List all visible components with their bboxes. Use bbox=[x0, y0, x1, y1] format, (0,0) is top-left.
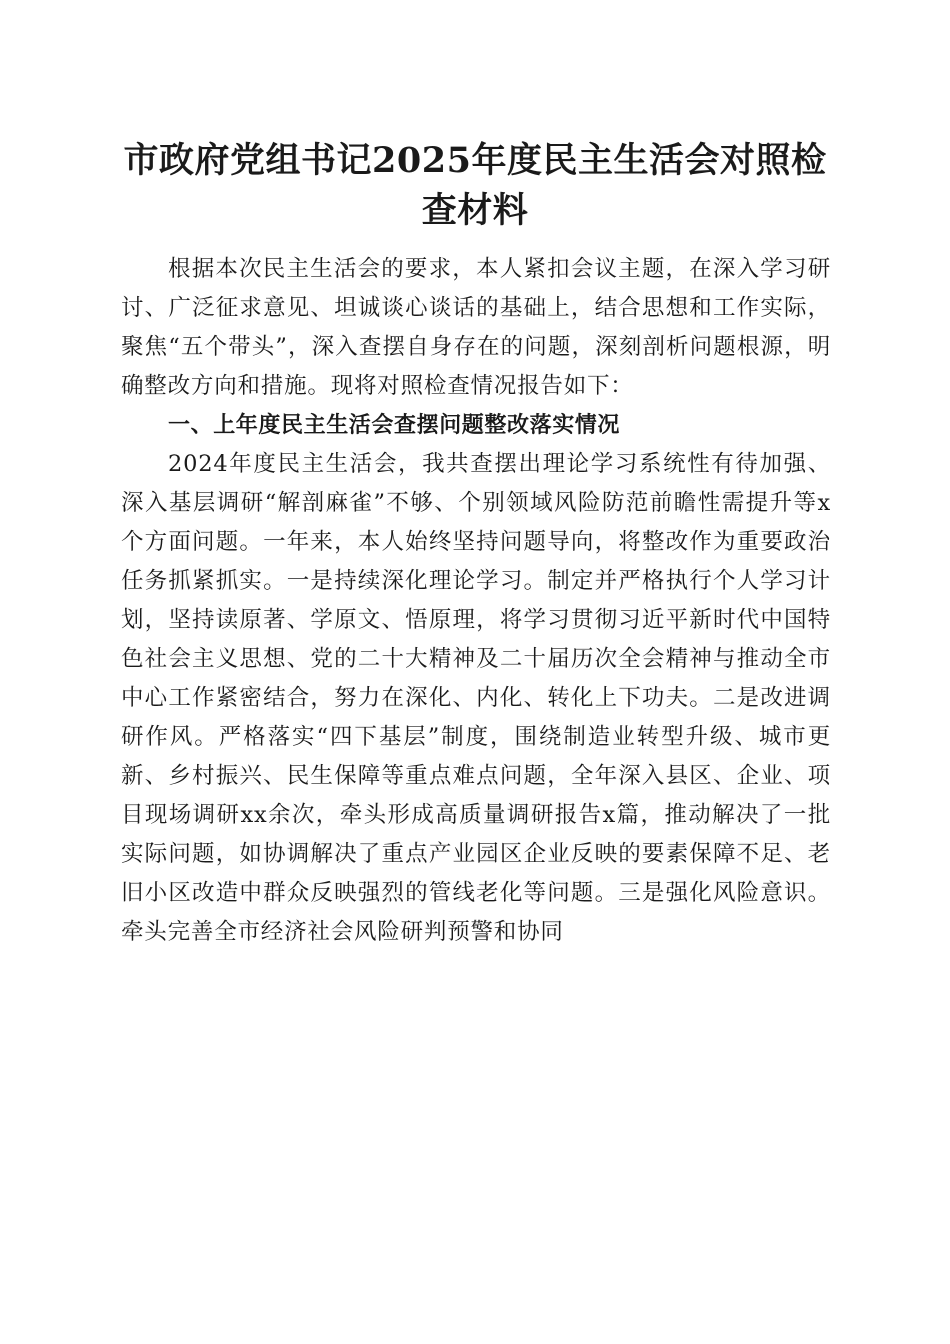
intro-paragraph: 根据本次民主生活会的要求，本人紧扣会议主题，在深入学习研讨、广泛征求意见、坦诚谈心谈话的基础上，结合思想和工作实际，聚焦“五个带头”，深入查摆自身存在的问题，深刻剖析问题根源，明确整改方向和措施。现将对照检查情况报告如下： bbox=[121, 256, 831, 399]
document-body bbox=[121, 250, 831, 952]
title-line-2: 查材料 bbox=[421, 190, 529, 231]
section-1-paragraph: 2024年度民主生活会，我共查摆出理论学习系统性有待加强、深入基层调研“解剖麻雀”不够、个别领域风险防范前瞻性需提升等x个方面问题。一年来，本人始终坚持问题导向，将整改作为重要政治任务抓紧抓实。一是持续深化理论学习。制定并严格执行个人学习计划，坚持读原著、学原文、悟原理，将学习贯彻习近平新时代中国特色社会主义思想、党的二十大精神及二十届历次全会精神与推动全市中心工作紧密结合，努力在深化、内化、转化上下功夫。二是改进调研作风。严格落实“四下基层”制度，围绕制造业转型升级、城市更新、乡村振兴、民生保障等重点难点问题，全年深入县区、企业、项目现场调研xx余次，牵头形成高质量调研报告x篇，推动解决了一批实际问题，如协调解决了重点产业园区企业反映的要素保障不足、老旧小区改造中群众反映强烈的管线老化等问题。三是强化风险意识。牵头完善全市经济社会风险研判预警和协同 bbox=[121, 451, 831, 945]
document-title bbox=[100, 136, 850, 236]
section-1-heading: 一、上年度民主生活会查摆问题整改落实情况 bbox=[168, 413, 621, 438]
title-line-1: 市政府党组书记2025年度民主生活会对照检 bbox=[123, 140, 827, 181]
